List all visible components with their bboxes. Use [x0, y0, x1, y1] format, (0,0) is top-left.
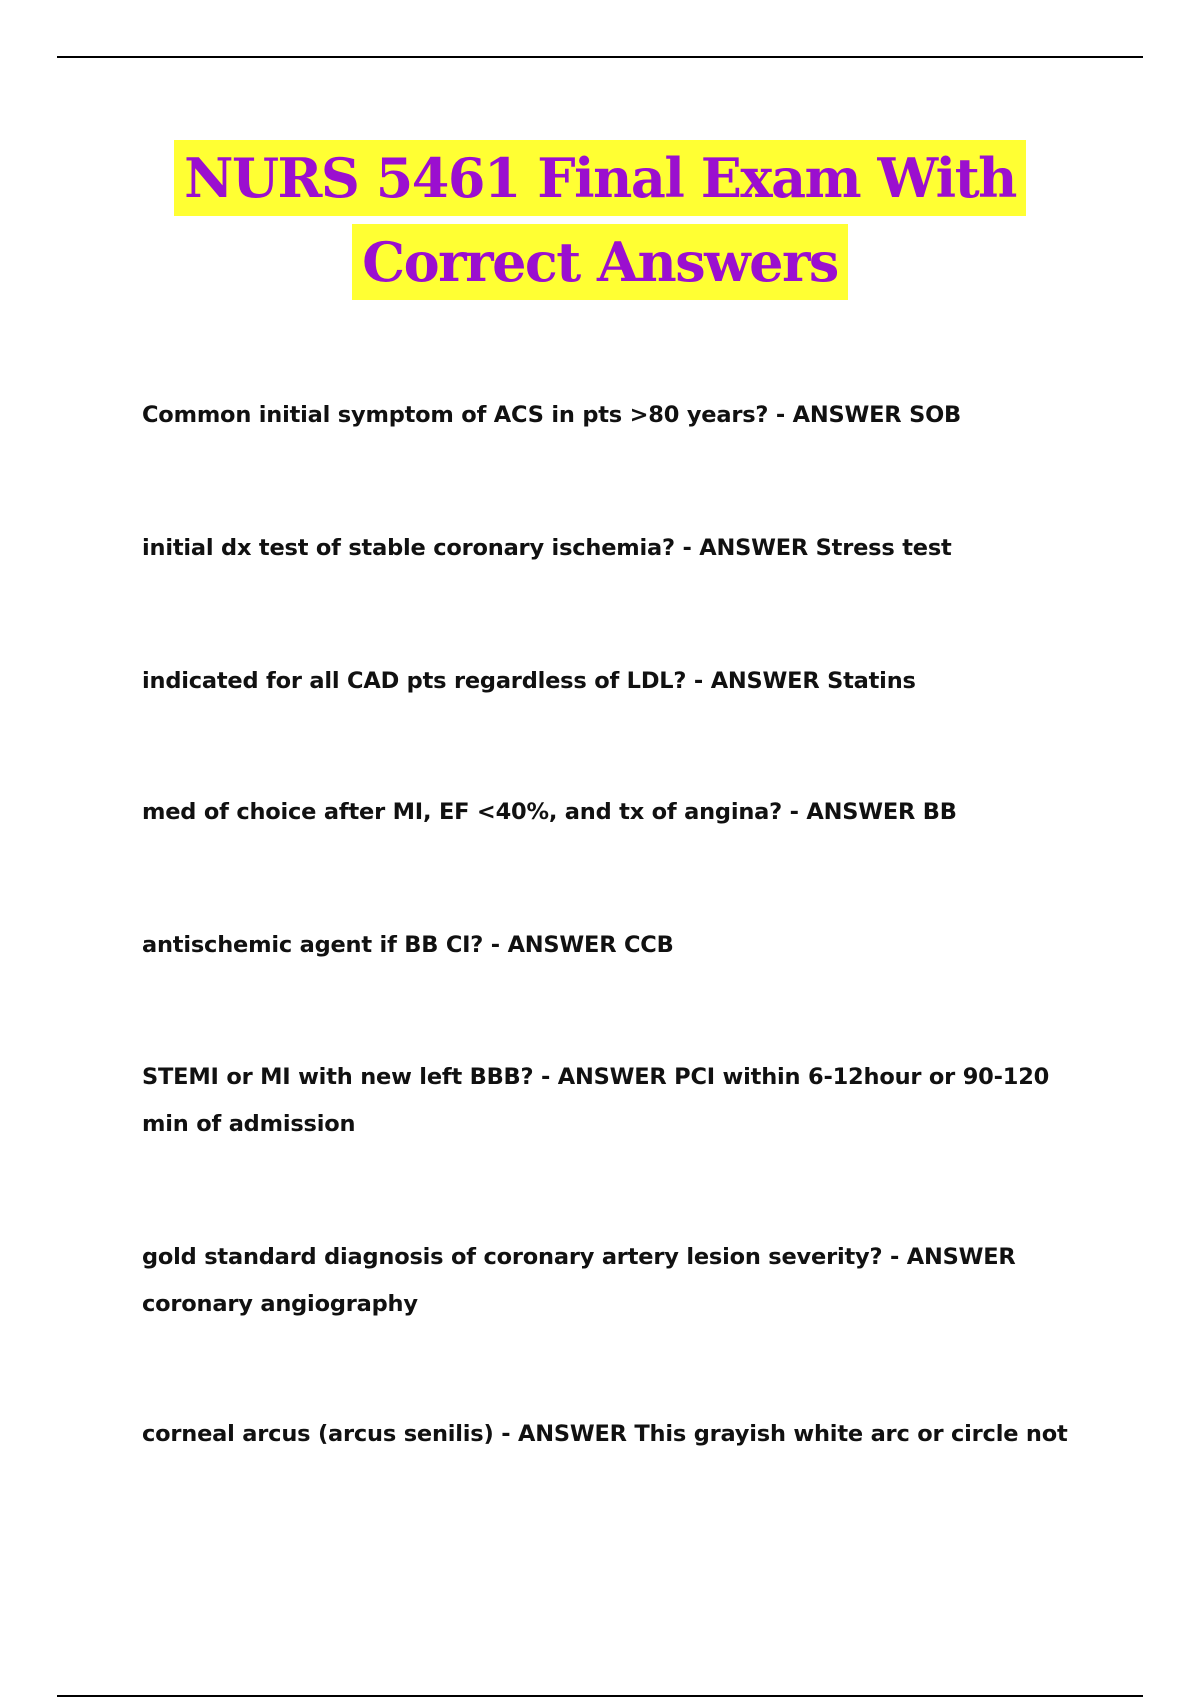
qa-item-4: med of choice after MI, EF <40%, and tx of angina? - ANSWER BB [142, 799, 957, 825]
qa-item-6: STEMI or MI with new left BBB? - ANSWER PCI within 6-12hour or 90-120 min of admission [142, 1064, 1050, 1137]
qa-item-5: antischemic agent if BB CI? - ANSWER CCB [142, 932, 674, 958]
qa-item-2: initial dx test of stable coronary ischemia? - ANSWER Stress test [142, 535, 952, 561]
title-line-1: NURS 5461 Final Exam With [174, 140, 1026, 216]
qa-item-1: Common initial symptom of ACS in pts >80 years? - ANSWER SOB [142, 402, 961, 428]
qa-item-8: corneal arcus (arcus senilis) - ANSWER This grayish white arc or circle not [142, 1421, 1068, 1447]
top-rule [57, 56, 1143, 58]
bottom-rule [57, 1695, 1143, 1697]
qa-item-3: indicated for all CAD pts regardless of LDL? - ANSWER Statins [142, 668, 916, 694]
qa-item-7: gold standard diagnosis of coronary artery lesion severity? - ANSWER coronary angiography [142, 1244, 1016, 1317]
document-title [0, 140, 1200, 300]
title-line-2: Correct Answers [352, 224, 848, 300]
